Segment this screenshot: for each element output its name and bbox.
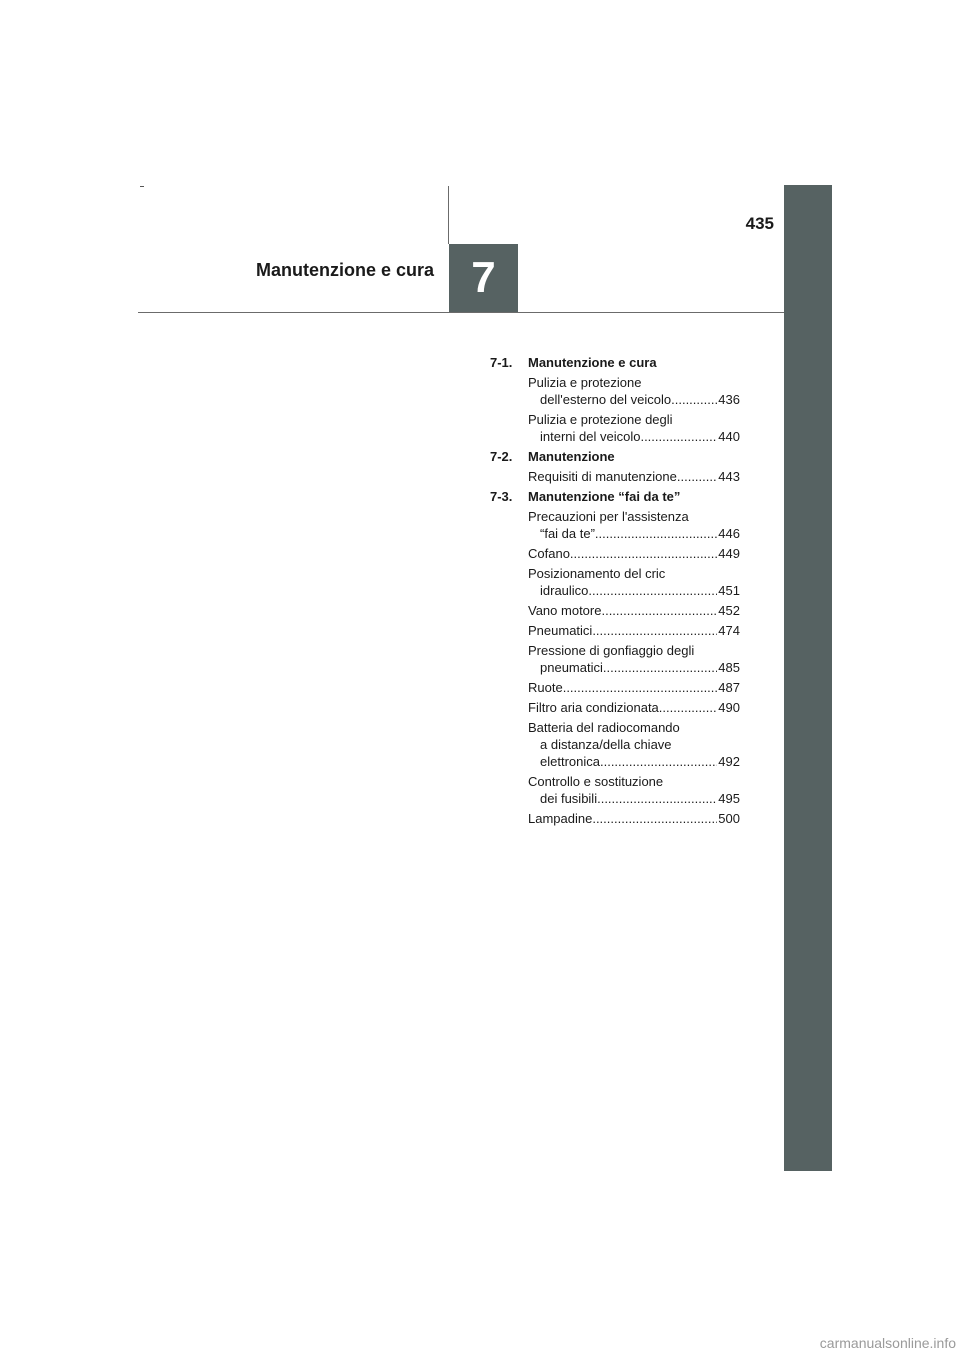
toc-entry-text: “fai da te” <box>540 526 595 541</box>
toc-leader-dots <box>563 679 718 696</box>
toc-section-number: 7-2. <box>490 449 513 464</box>
toc-entry[interactable] <box>528 773 740 807</box>
toc-entry[interactable] <box>528 719 740 770</box>
toc-leader-dots <box>595 525 717 542</box>
toc-entry-page: 490 <box>718 700 740 715</box>
table-of-contents <box>490 354 740 830</box>
toc-entry[interactable] <box>528 545 740 562</box>
toc-section-title: Manutenzione “fai da te” <box>528 489 681 504</box>
chapter-title: Manutenzione e cura <box>255 260 434 280</box>
toc-entry[interactable] <box>528 622 740 639</box>
toc-entry-text: Posizionamento del cric <box>528 566 666 581</box>
toc-entry[interactable] <box>528 679 740 696</box>
toc-entry-text: Cofano <box>528 546 570 561</box>
toc-entry-text: Pulizia e protezione <box>528 375 642 390</box>
toc-leader-dots <box>659 699 718 716</box>
chapter-number-box: 7 <box>449 244 518 312</box>
toc-entry[interactable] <box>528 699 740 716</box>
toc-section-heading <box>490 488 740 505</box>
toc-entry-text: dei fusibili <box>540 791 598 806</box>
toc-entry-page: 495 <box>718 791 740 806</box>
toc-entry-text: a distanza/della chiave <box>540 737 672 752</box>
toc-entry-page: 440 <box>718 429 740 444</box>
toc-entry[interactable] <box>528 602 740 619</box>
toc-section-number: 7-3. <box>490 489 513 504</box>
toc-entry[interactable] <box>528 565 740 599</box>
toc-entry-text: dell'esterno del veicolo <box>540 392 672 407</box>
toc-entry[interactable] <box>528 642 740 676</box>
toc-entry-page: 485 <box>718 660 740 675</box>
chapter-side-tab <box>784 185 832 1171</box>
toc-entry-text: Filtro aria condizionata <box>528 700 659 715</box>
toc-entry-page: 446 <box>718 526 740 541</box>
toc-section <box>490 448 740 485</box>
toc-leader-dots <box>603 659 717 676</box>
toc-entry[interactable] <box>528 810 740 827</box>
toc-entry-page: 449 <box>718 546 740 561</box>
toc-leader-dots <box>592 622 717 639</box>
toc-entry[interactable] <box>528 374 740 408</box>
toc-leader-dots <box>597 790 717 807</box>
toc-entry-text: Batteria del radiocomando <box>528 720 680 735</box>
toc-section <box>490 488 740 827</box>
toc-entry-page: 474 <box>718 623 740 638</box>
toc-entry-page: 436 <box>718 392 740 407</box>
toc-leader-dots <box>677 468 717 485</box>
toc-entry-text: Pulizia e protezione degli <box>528 412 673 427</box>
toc-leader-dots <box>601 602 717 619</box>
toc-entry-page: 487 <box>718 680 740 695</box>
toc-entry-text: elettronica <box>540 754 600 769</box>
toc-entry-text: Pressione di gonfiaggio degli <box>528 643 695 658</box>
toc-leader-dots <box>570 545 717 562</box>
crop-mark <box>140 186 144 187</box>
toc-entry[interactable] <box>528 411 740 445</box>
toc-entry-text: Vano motore <box>528 603 602 618</box>
toc-section-heading <box>490 354 740 371</box>
toc-leader-dots <box>640 428 717 445</box>
header-vertical-rule <box>448 186 449 244</box>
toc-entry-text: Requisiti di manutenzione <box>528 469 677 484</box>
toc-entry-text: Precauzioni per l'assistenza <box>528 509 689 524</box>
toc-entry-text: Pneumatici <box>528 623 593 638</box>
toc-leader-dots <box>600 753 717 770</box>
page-number: 435 <box>745 214 774 233</box>
toc-entry[interactable] <box>528 508 740 542</box>
toc-leader-dots <box>671 391 717 408</box>
toc-section-number: 7-1. <box>490 355 513 370</box>
header-horizontal-rule <box>138 312 784 313</box>
toc-section <box>490 354 740 445</box>
toc-entry-text: interni del veicolo <box>540 429 641 444</box>
toc-section-title: Manutenzione <box>528 449 615 464</box>
toc-leader-dots <box>588 582 717 599</box>
toc-leader-dots <box>592 810 717 827</box>
toc-entry[interactable] <box>528 468 740 485</box>
toc-section-title: Manutenzione e cura <box>528 355 657 370</box>
watermark: carmanualsonline.info <box>819 1335 956 1351</box>
toc-entry-text: pneumatici <box>540 660 603 675</box>
toc-entry-text: Ruote <box>528 680 563 695</box>
toc-section-heading <box>490 448 740 465</box>
toc-entry-page: 452 <box>718 603 740 618</box>
toc-entry-page: 492 <box>718 754 740 769</box>
toc-entry-page: 451 <box>718 583 740 598</box>
toc-entry-page: 443 <box>718 469 740 484</box>
toc-entry-page: 500 <box>718 811 740 826</box>
toc-entry-text: Lampadine <box>528 811 593 826</box>
toc-entry-text: idraulico <box>540 583 589 598</box>
toc-entry-text: Controllo e sostituzione <box>528 774 664 789</box>
